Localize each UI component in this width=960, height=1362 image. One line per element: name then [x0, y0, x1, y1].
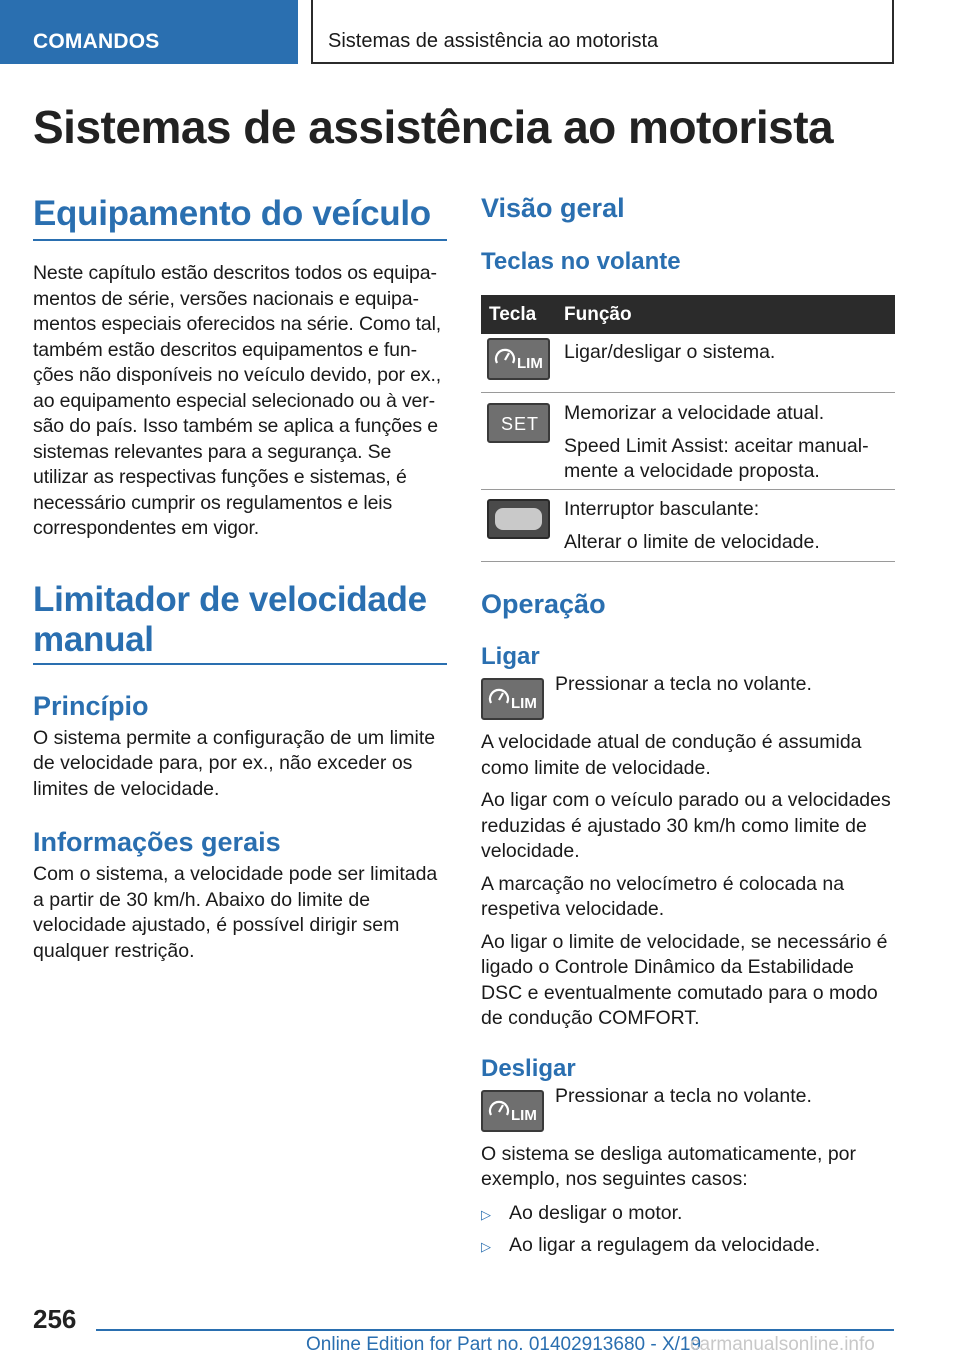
- col-key-header: Tecla: [489, 304, 537, 325]
- heading-rule: [33, 663, 447, 665]
- left-column: [33, 194, 447, 964]
- watermark: carmanualsonline.info: [690, 1334, 875, 1355]
- lim-key-label: LIM: [517, 355, 543, 372]
- page-title: Sistemas de assistência ao motorista: [33, 101, 834, 153]
- bullet-triangle-icon: ▷: [481, 1239, 491, 1254]
- on-press-text: Pressionar a tecla no volante.: [555, 673, 812, 695]
- chapter-label: COMANDOS: [33, 30, 160, 53]
- operation-heading: Operação: [481, 589, 606, 619]
- function-text: Speed Limit Assist: aceitar manualmente a velocidade proposta.: [564, 434, 869, 482]
- set-key-label: SET: [501, 414, 540, 434]
- chapter-tab: [0, 0, 298, 64]
- lim-key-icon: [487, 338, 550, 380]
- table-row: [481, 393, 895, 490]
- page-number: 256: [33, 1304, 77, 1334]
- lim-key-label: LIM: [511, 1106, 537, 1124]
- off-paragraph-1: O sistema se desliga automaticamente, por exemplo, nos seguintes casos:: [481, 1142, 857, 1190]
- speedometer-icon: [488, 686, 510, 708]
- table-header: [481, 295, 895, 334]
- footer-rule: [96, 1329, 894, 1331]
- table-row: [481, 334, 895, 393]
- function-text: Alterar o limite de velocidade.: [564, 530, 820, 553]
- on-paragraph-4: Ao ligar o limite de velocidade, se necessário é ligado o Controle Dinâmico da Estabilidade DSC e eventualmente comutado para o modo de condução COMFORT.: [481, 930, 888, 1029]
- speedometer-icon: [488, 1098, 510, 1120]
- set-key-icon: [487, 403, 550, 443]
- steering-keys-heading: Teclas no volante: [481, 248, 681, 275]
- on-heading: Ligar: [481, 643, 540, 670]
- function-text: Memorizar a velocidade atual.: [564, 402, 825, 424]
- principle-heading: Princípio: [33, 690, 149, 721]
- general-info-text: Com o sistema, a velocidade pode ser limitada a partir de 30 km/h. Abaixo do limite de velocidade ajustado, é possível dirigir sem qualquer restrição.: [33, 863, 438, 962]
- on-paragraph-3: A marcação no velocímetro é colocada na respetiva velocidade.: [481, 872, 845, 920]
- equipment-text: Neste capítulo estão descritos todos os equipamentos de série, versões nacionais e equipamentos especiais oferecidos na série. Como tal, também estão descritos equipamentos e funções não disponíveis no veículo devido, por ex., ao equipamento especial selecionado ou à versão do país. Isso também se aplica a funções e sistemas relevantes para a segurança. Se utilizar as respectivas funções e sistemas, é necessário cumprir os regulamentos e leis correspondentes em vigor.: [33, 262, 442, 539]
- section-header: [311, 0, 894, 64]
- function-text: Interruptor basculante:: [564, 498, 760, 520]
- function-text: Ligar/desligar o sistema.: [564, 341, 776, 363]
- principle-text: O sistema permite a configuração de um limite de velocidade para, por ex., não exceder os limites de velocidade.: [33, 726, 436, 800]
- list-item: ▷ Ao ligar a regulagem da velocidade.: [481, 1233, 895, 1259]
- on-paragraph-1: A velocidade atual de condução é assumida como limite de velocidade.: [481, 731, 862, 779]
- off-key-block: [481, 1084, 895, 1140]
- off-press-text: Pressionar a tecla no volante.: [555, 1084, 812, 1107]
- on-paragraph-2: Ao ligar com o veículo parado ou a velocidades reduzidas é ajustado 30 km/h como limite de velocidade.: [481, 789, 891, 862]
- keys-table: [481, 295, 895, 562]
- bullet-triangle-icon: ▷: [481, 1206, 491, 1222]
- equipment-heading: Equipamento do veículo: [33, 194, 431, 233]
- table-row: [481, 490, 895, 562]
- lim-key-icon: [481, 1090, 544, 1132]
- overview-heading: Visão geral: [481, 193, 625, 223]
- general-info-heading: Informações gerais: [33, 827, 281, 857]
- rocker-switch-icon: [487, 499, 550, 539]
- off-heading: Desligar: [481, 1054, 576, 1082]
- edition-text: Online Edition for Part no. 01402913680 - X/19: [306, 1334, 702, 1355]
- heading-rule: [33, 239, 447, 241]
- lim-key-label: LIM: [511, 695, 537, 712]
- lim-key-icon: [481, 678, 544, 720]
- operation-section: [481, 588, 895, 1259]
- col-function-header: Função: [564, 304, 632, 325]
- section-label: Sistemas de assistência ao motorista: [328, 30, 659, 52]
- on-key-block: [481, 673, 895, 728]
- limiter-heading: Limitador de velocidade manual: [33, 579, 427, 659]
- overview-section: [481, 192, 895, 277]
- speedometer-icon: [494, 346, 516, 368]
- list-item: ▷ Ao desligar o motor.: [481, 1201, 895, 1227]
